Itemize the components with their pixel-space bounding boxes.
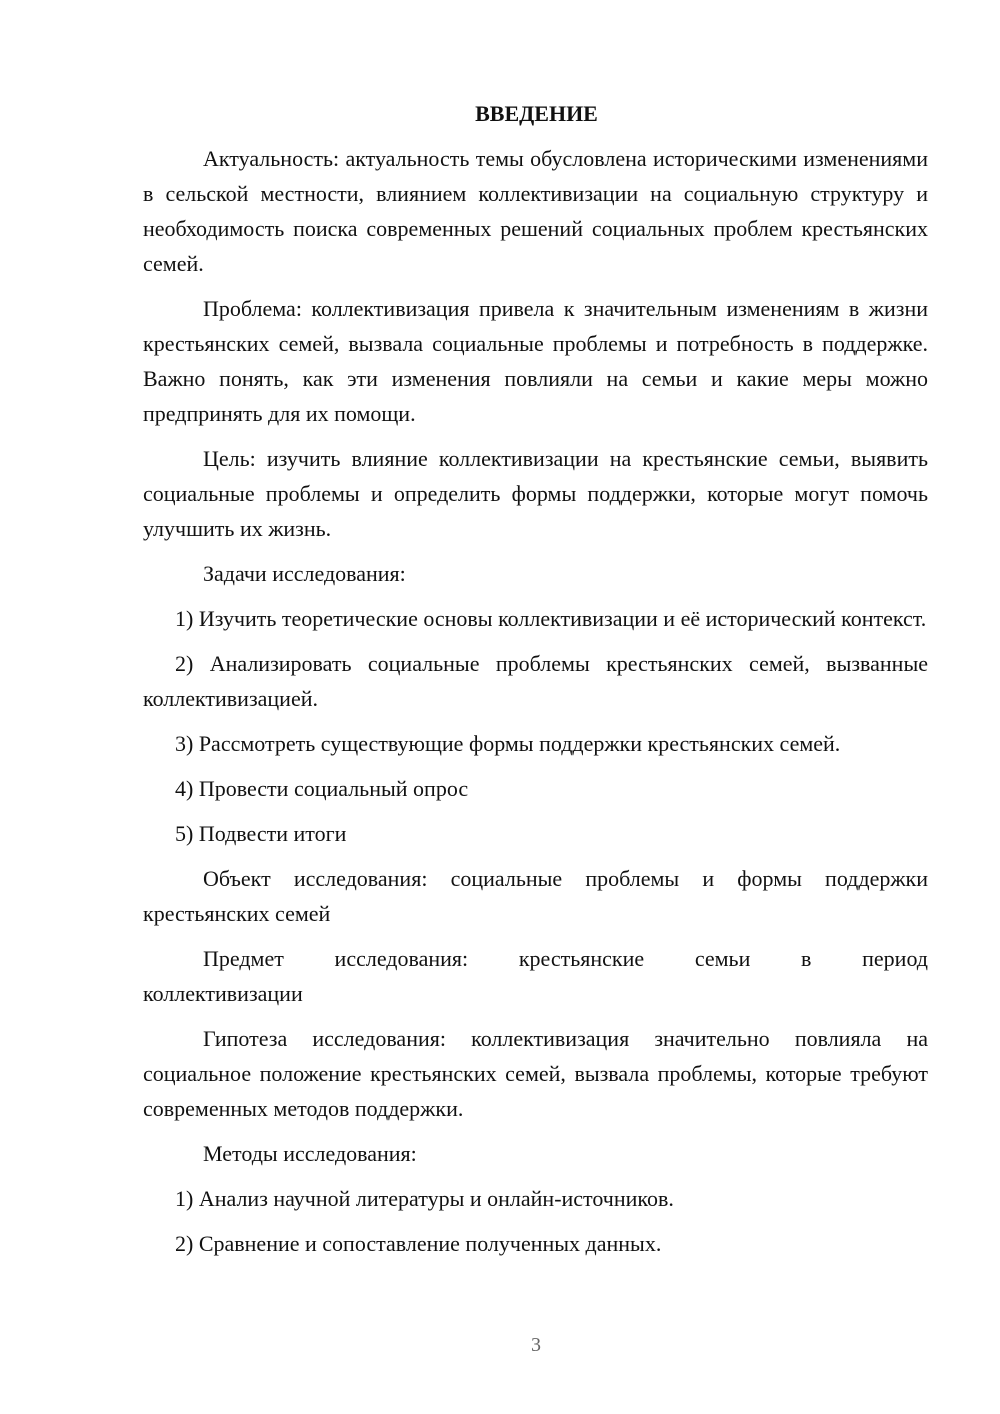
methods-title: Методы исследования: [203,1141,417,1166]
subject-paragraph [143,941,928,1011]
page-number: 3 [531,1334,541,1356]
task-item-3: 3) Рассмотреть существующие формы поддержки крестьянских семей. [175,731,841,756]
problem-paragraph: Проблема: коллективизация привела к значительным изменениям в жизни крестьянских семей, вызвала социальные проблемы и потребность в поддержке. Важно понять, как эти изменения повлияли на семьи и какие меры можно предпринять для их помощи. [143,296,928,426]
subject-line-2: коллективизации [143,981,303,1006]
method-item-1: 1) Анализ научной литературы и онлайн-источников. [175,1186,674,1211]
relevance-paragraph: Актуальность: актуальность темы обусловлена историческими изменениями в сельской местности, влиянием коллективизации на социальную структуру и необходимость поиска современных решений социальных проблем крестьянских семей. [143,146,928,276]
task-item-1: 1) Изучить теоретические основы коллективизации и её исторический контекст. [175,606,927,631]
page-content [143,96,928,1271]
task-item-2: 2) Анализировать социальные проблемы крестьянских семей, вызванные коллективизацией. [143,651,928,711]
tasks-title: Задачи исследования: [203,561,406,586]
hypothesis-paragraph: Гипотеза исследования: коллективизация значительно повлияла на социальное положение крестьянских семей, вызвала проблемы, которые требуют современных методов поддержки. [143,1026,928,1121]
method-item-2: 2) Сравнение и сопоставление полученных данных. [175,1231,662,1256]
section-heading: ВВЕДЕНИЕ [475,101,598,126]
goal-paragraph: Цель: изучить влияние коллективизации на крестьянские семьи, выявить социальные проблемы и определить формы поддержки, которые могут помочь улучшить их жизнь. [143,446,928,541]
task-item-5: 5) Подвести итоги [175,821,347,846]
task-item-4: 4) Провести социальный опрос [175,776,469,801]
subject-line-1: Предмет исследования: крестьянские семьи в период [203,946,928,971]
object-paragraph: Объект исследования: социальные проблемы и формы поддержки крестьянских семей [143,866,928,926]
